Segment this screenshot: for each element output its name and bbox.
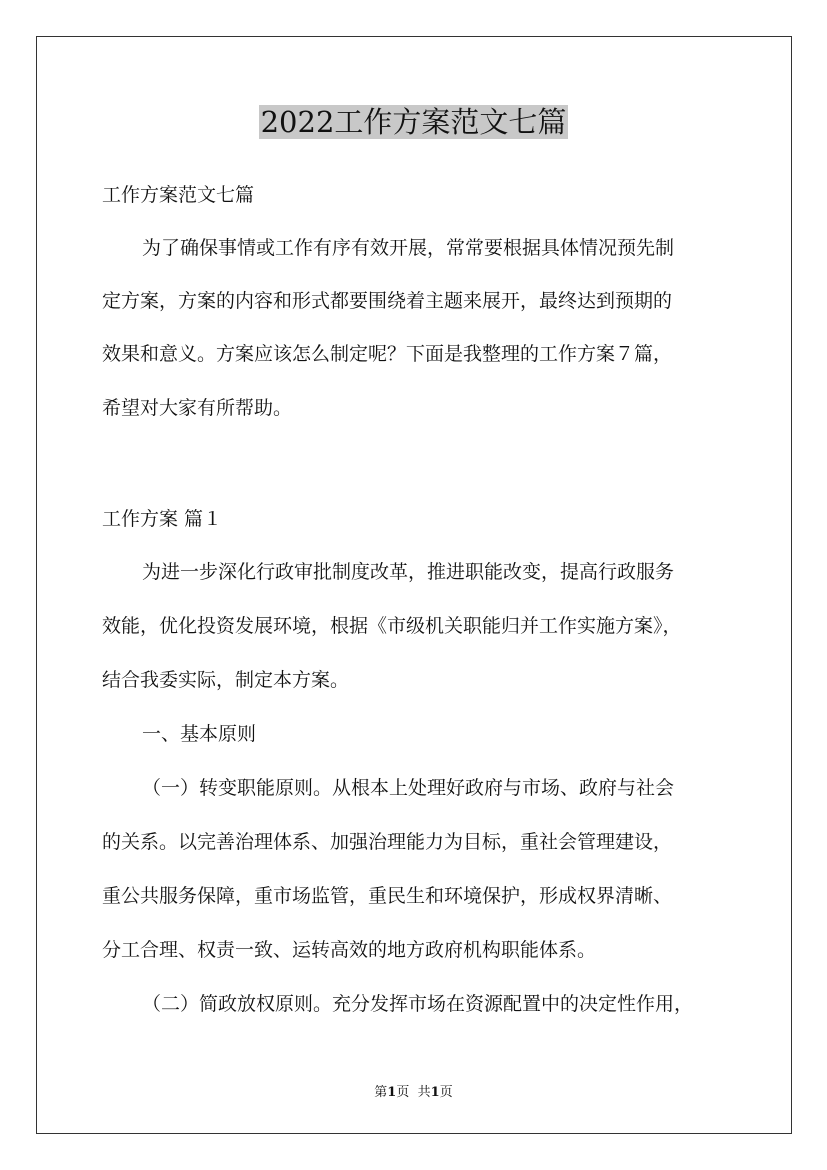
section-heading: 工作方案 篇１	[102, 508, 223, 530]
intro-heading: 工作方案范文七篇	[102, 184, 255, 206]
page-suffix: 页	[396, 1085, 410, 1100]
page-footer	[0, 1084, 827, 1102]
total-prefix: 共	[417, 1085, 431, 1100]
paragraph-line: 为进一步深化行政审批制度改革，推进职能改变，提高行政服务	[142, 561, 675, 583]
paragraph-line: 效能，优化投资发展环境，根据《市级机关职能归并工作实施方案》，	[102, 615, 682, 637]
page-prefix: 第	[374, 1085, 388, 1100]
intro-line: 为了确保事情或工作有序有效开展，常常要根据具体情况预先制	[142, 237, 675, 259]
total-suffix: 页	[439, 1085, 453, 1100]
paragraph-line: （二）简政放权原则。充分发挥市场在资源配置中的决定性作用，	[142, 993, 694, 1015]
subheading-basic-principles: 一、基本原则	[142, 723, 257, 745]
paragraph-line: 重公共服务保障，重市场监管，重民生和环境保护，形成权界清晰、	[102, 885, 673, 907]
paragraph-line: 分工合理、权责一致、运转高效的地方政府机构职能体系。	[102, 939, 597, 961]
document-title	[0, 100, 827, 144]
total-pages: 1	[430, 1085, 440, 1100]
paragraph-line: （一）转变职能原则。从根本上处理好政府与市场、政府与社会	[142, 777, 675, 799]
intro-line: 效果和意义。方案应该怎么制定呢？下面是我整理的工作方案７篇，	[102, 343, 673, 365]
title-text: 2022工作方案范文七篇	[260, 105, 567, 139]
paragraph-line: 结合我委实际，制定本方案。	[102, 669, 350, 691]
page-number: 1	[387, 1085, 397, 1100]
paragraph-line: 的关系。以完善治理体系、加强治理能力为目标，重社会管理建设，	[102, 831, 673, 853]
intro-line: 定方案，方案的内容和形式都要围绕着主题来展开，最终达到预期的	[102, 290, 673, 312]
intro-line: 希望对大家有所帮助。	[102, 397, 293, 419]
